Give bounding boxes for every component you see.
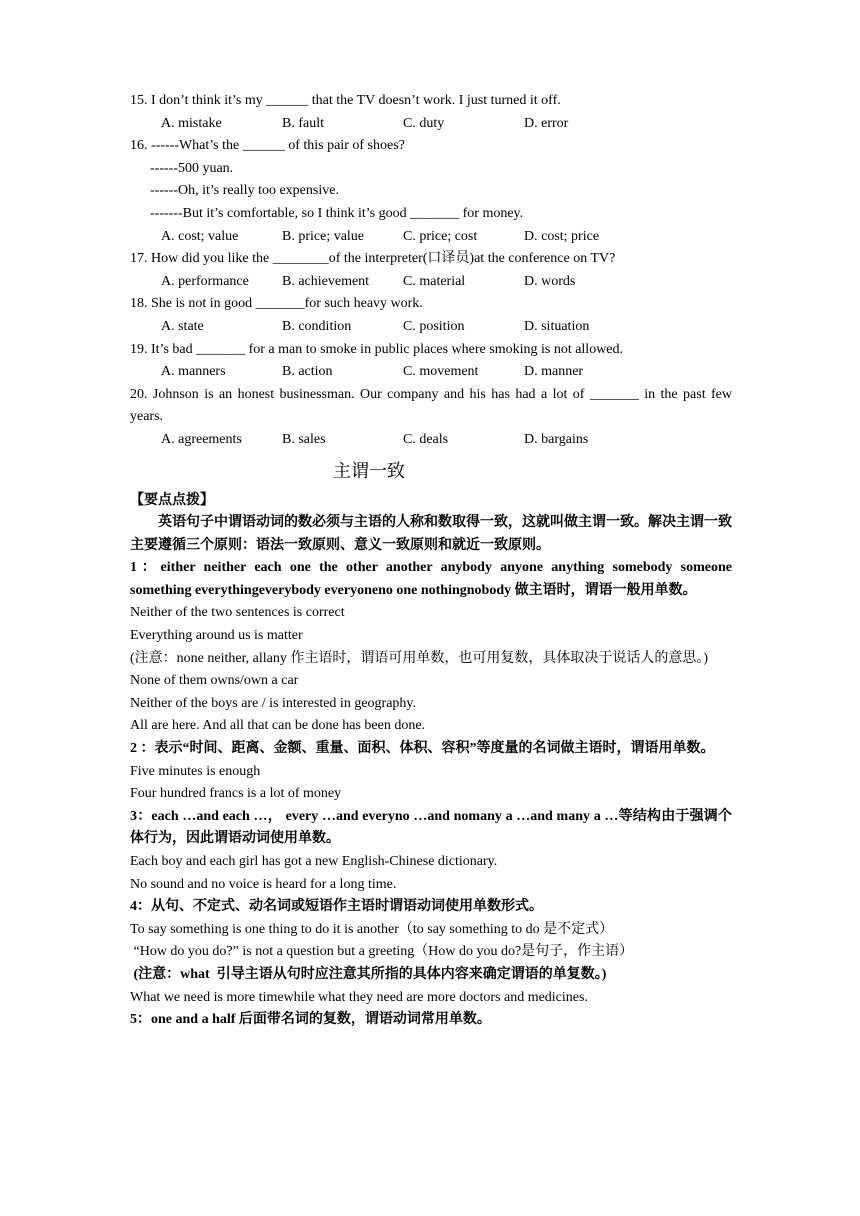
option-d: D. cost; price xyxy=(524,228,600,244)
example-line: No sound and no voice is heard for a long time. xyxy=(130,876,397,892)
section-title: 主谓一致 xyxy=(333,460,405,481)
option-c: C. price; cost xyxy=(403,228,478,244)
question-20-options xyxy=(130,429,732,452)
example-line: What we need is more timewhile what they need are more doctors and medicines. xyxy=(130,989,588,1005)
rule-4: 4：从句、不定式、动名词或短语作主语时谓语动词使用单数形式。 xyxy=(130,899,543,915)
example-line: “How do you do?” is not a question but a greeting（How do you do?是句子，作主语） xyxy=(130,944,634,960)
option-b: B. achievement xyxy=(282,273,370,289)
note-1: (注意：none neither, allany 作主语时，谓语可用单数，也可用复数，具体取决于说话人的意思。) xyxy=(130,650,709,666)
option-d: D. error xyxy=(524,115,569,131)
question-18-options xyxy=(130,316,732,339)
example-line: Each boy and each girl has got a new English-Chinese dictionary. xyxy=(130,854,498,869)
option-d: D. words xyxy=(524,273,576,289)
option-a: A. performance xyxy=(161,273,249,289)
example-line: Four hundred francs is a lot of money xyxy=(130,786,342,802)
example-line: Five minutes is enough xyxy=(130,763,261,779)
question-19-stem: 19. It’s bad _______ for a man to smoke in public places where smoking is not allowed. xyxy=(130,341,624,357)
example-line: None of them owns/own a car xyxy=(130,673,299,689)
rule-1: 1：either neither each one the other another anybody anyone anything somebody someone something everythingeverybody everyoneno one nothingnobody 做主语时，谓语一般用单数。 xyxy=(130,560,732,598)
question-19-options xyxy=(130,361,732,384)
dialogue-line: ------500 yuan. xyxy=(150,160,234,176)
option-b: B. price; value xyxy=(282,228,365,244)
option-a: A. agreements xyxy=(161,431,242,447)
option-a: A. mistake xyxy=(161,115,222,131)
option-b: B. fault xyxy=(282,115,324,131)
question-15-stem: 15. I don’t think it’s my ______ that the TV doesn’t work. I just turned it off. xyxy=(130,93,561,108)
example-line: To say something is one thing to do it is another（to say something to do 是不定式） xyxy=(130,921,614,937)
option-b: B. action xyxy=(282,364,333,380)
dialogue-line: -------But it’s comfortable, so I think it’s good _______ for money. xyxy=(150,205,524,221)
dialogue-line: ------Oh, it’s really too expensive. xyxy=(150,183,339,199)
option-a: A. manners xyxy=(161,364,226,380)
option-a: A. state xyxy=(161,318,204,334)
rule-3: 3：each …and each …， every …and everyno …and nomany a …and many a …等结构由于强调个体行为，因此谓语动词使用单数。 xyxy=(130,808,732,847)
option-d: D. manner xyxy=(524,364,584,380)
option-c: C. position xyxy=(403,318,465,334)
question-15-options xyxy=(130,113,732,136)
option-d: D. situation xyxy=(524,318,590,334)
example-line: All are here. And all that can be done has been done. xyxy=(130,718,426,734)
note-4: (注意：what 引导主语从句时应注意其所指的具体内容来确定谓语的单复数。) xyxy=(130,966,607,982)
question-16-stem: 16. ------What’s the ______ of this pair of shoes? xyxy=(130,138,405,154)
question-18-stem: 18. She is not in good _______for such heavy work. xyxy=(130,296,423,312)
option-b: B. condition xyxy=(282,318,352,334)
question-16-options xyxy=(130,226,732,249)
example-line: Neither of the two sentences is correct xyxy=(130,605,345,621)
rule-2: 2 ：表示“时间、距离、金额、重量、面积、体积、容积”等度量的名词做主语时，谓语用单数。 xyxy=(130,741,715,757)
option-a: A. cost; value xyxy=(161,228,239,244)
key-points-label: 【要点点拨】 xyxy=(130,492,214,508)
question-17-stem: 17. How did you like the ________of the interpreter(口译员)at the conference on TV? xyxy=(130,251,616,267)
option-c: C. movement xyxy=(403,364,479,380)
option-c: C. deals xyxy=(403,431,449,447)
question-20-stem: 20. Johnson is an honest businessman. Our company and his has had a lot of _______ in the past few years. xyxy=(130,386,732,425)
question-17-options xyxy=(130,271,732,294)
option-c: C. material xyxy=(403,273,466,289)
rule-5: 5：one and a half 后面带名词的复数，谓语动词常用单数。 xyxy=(130,1012,491,1028)
option-d: D. bargains xyxy=(524,431,589,447)
example-line: Everything around us is matter xyxy=(130,628,303,644)
option-c: C. duty xyxy=(403,115,445,131)
option-b: B. sales xyxy=(282,431,326,447)
intro-paragraph: 英语句子中谓语动词的数必须与主语的人称和数取得一致，这就叫做主谓一致。解决主谓一致主要遵循三个原则：语法一致原则、意义一致原则和就近一致原则。 xyxy=(130,515,732,553)
example-line: Neither of the boys are / is interested in geography. xyxy=(130,695,417,711)
document-page xyxy=(130,90,732,1032)
